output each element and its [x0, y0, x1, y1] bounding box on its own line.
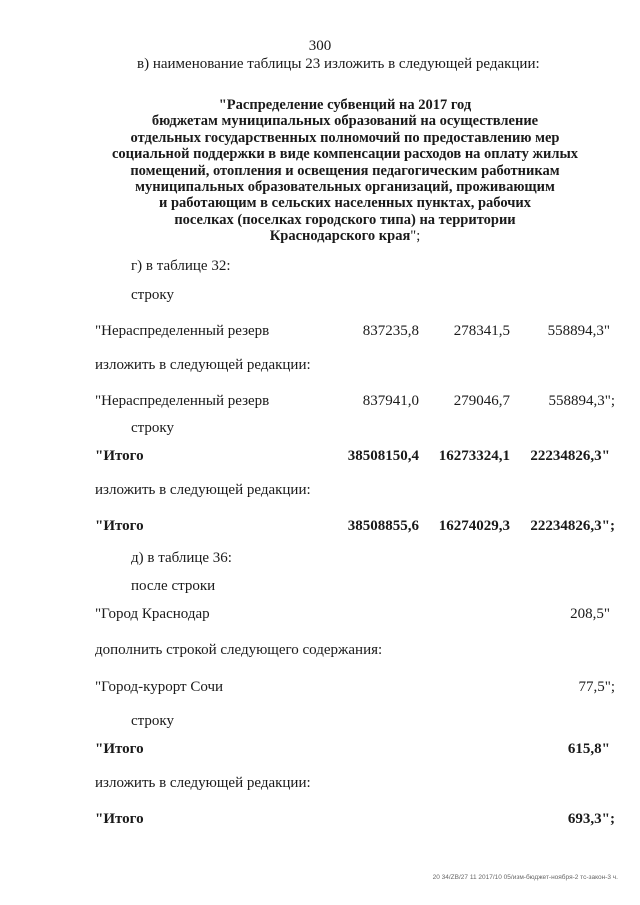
heading-closing-quote: ";: [410, 228, 421, 245]
row-value-2: 16274029,3: [438, 518, 510, 534]
heading-region: Краснодарского края: [269, 228, 411, 245]
heading-line: [60, 228, 630, 244]
row-name: "Итого: [95, 448, 144, 464]
row-value-1: 837941,0: [362, 393, 419, 409]
stroku-label: строку: [131, 713, 174, 729]
intro-text: в) наименование таблицы 23 изложить в следующей редакции:: [137, 56, 540, 72]
row-value: 77,5";: [578, 679, 615, 695]
section-d-label: д) в таблице 36:: [131, 550, 232, 566]
row-name: "Итого: [95, 811, 144, 827]
row-value-1: 38508150,4: [347, 448, 419, 464]
stroku-label: строку: [131, 420, 174, 436]
izlozhit-label: изложить в следующей редакции:: [95, 357, 311, 373]
heading-line: помещений, отопления и освещения педагогическим работникам: [130, 162, 560, 179]
izlozhit-label: изложить в следующей редакции:: [95, 482, 311, 498]
heading-line: бюджетам муниципальных образований на осуществление: [151, 113, 539, 130]
row-name: "Итого: [95, 741, 144, 757]
row-value-3: 22234826,3";: [530, 518, 615, 534]
heading-line: отдельных государственных полномочий по предоставлению мер: [130, 129, 560, 146]
row-value-2: 279046,7: [453, 393, 510, 409]
row-name: "Нераспределенный резерв: [95, 323, 270, 339]
page-number: 300: [308, 38, 332, 54]
stroku-label: строку: [131, 287, 174, 303]
row-name: "Нераспределенный резерв: [95, 393, 270, 409]
heading-line: "Распределение субвенций на 2017 год: [218, 97, 472, 113]
after-row-label: после строки: [131, 578, 216, 594]
add-row-label: дополнить строкой следующего содержания:: [95, 642, 383, 658]
row-value-1: 38508855,6: [347, 518, 419, 534]
row-value-2: 278341,5: [453, 323, 510, 339]
row-value-3: 22234826,3": [530, 448, 610, 464]
row-name: "Итого: [95, 518, 144, 534]
document-footer: 20 34/ZB/27 11 2017/10 05/изм-бюджет-ноября-2 тс-закон-3 ч.: [432, 874, 618, 881]
row-value: 615,8": [567, 741, 610, 757]
row-value-2: 16273324,1: [438, 448, 510, 464]
row-name: "Город-курорт Сочи: [95, 679, 224, 695]
heading-line: социальной поддержки в виде компенсации расходов на оплату жилых: [111, 146, 579, 163]
izlozhit-label: изложить в следующей редакции:: [95, 775, 311, 791]
table-23-heading: [60, 97, 630, 245]
row-value: 208,5": [570, 606, 610, 622]
heading-line: и работающим в сельских населенных пунктах, рабочих: [159, 195, 531, 212]
heading-line: поселках (поселках городского типа) на территории: [174, 211, 516, 228]
row-value-3: 558894,3";: [548, 393, 615, 409]
row-value-1: 837235,8: [362, 323, 419, 339]
row-name: "Город Краснодар: [95, 606, 210, 622]
row-value-3: 558894,3": [547, 323, 610, 339]
section-g-label: г) в таблице 32:: [131, 258, 231, 274]
heading-line: муниципальных образовательных организаций, проживающим: [135, 179, 555, 196]
row-value: 693,3";: [567, 811, 615, 827]
